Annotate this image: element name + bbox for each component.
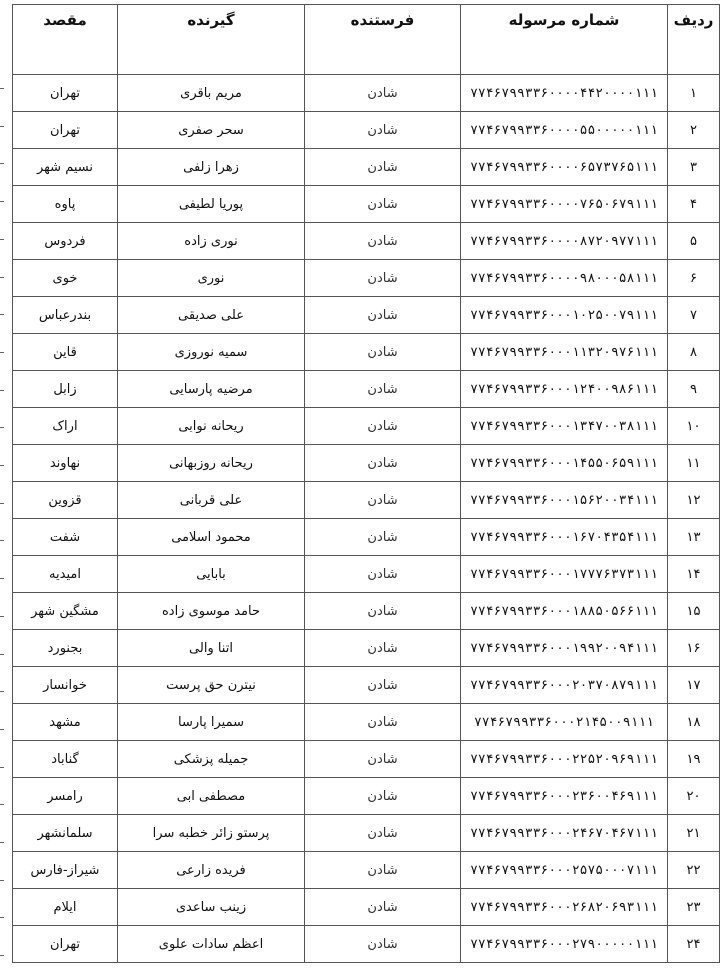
tracking-number-cell: ۷۷۴۶۷۹۹۳۳۶۰۰۰۰۷۶۵۰۶۷۹۱۱۱ [461,186,668,223]
tracking-number-cell: ۷۷۴۶۷۹۹۳۳۶۰۰۰۰۸۷۲۰۹۷۷۱۱۱ [461,223,668,260]
table-row [13,75,720,112]
tracking-number-cell: ۷۷۴۶۷۹۹۳۳۶۰۰۰۲۳۶۰۰۴۶۹۱۱۱ [461,778,668,815]
destination-cell: رامسر [13,778,118,815]
destination-cell: مشهد [13,704,118,741]
sender-cell: شادن [305,445,461,482]
tracking-number-cell: ۷۷۴۶۷۹۹۳۳۶۰۰۰۱۱۳۲۰۹۷۶۱۱۱ [461,334,668,371]
row-number-cell: ۸ [668,334,720,371]
edge-tick [0,163,4,164]
receiver-cell: پوریا لطیفی [118,186,305,223]
table-row [13,149,720,186]
destination-cell: پاوه [13,186,118,223]
sender-cell: شادن [305,371,461,408]
table-row [13,667,720,704]
header-sender: فرستنده [305,5,461,75]
sender-cell: شادن [305,519,461,556]
edge-tick [0,804,4,805]
table-row [13,297,720,334]
row-number-cell: ۱۱ [668,445,720,482]
sender-cell: شادن [305,926,461,963]
row-number-cell: ۵ [668,223,720,260]
destination-cell: اراک [13,408,118,445]
shipment-table [12,4,720,963]
edge-tick [0,126,4,127]
table-row [13,704,720,741]
sender-cell: شادن [305,112,461,149]
tracking-number-cell: ۷۷۴۶۷۹۹۳۳۶۰۰۰۲۰۳۷۰۸۷۹۱۱۱ [461,667,668,704]
sender-cell: شادن [305,741,461,778]
edge-tick [0,729,4,730]
row-number-cell: ۲۲ [668,852,720,889]
receiver-cell: زینب ساعدی [118,889,305,926]
sender-cell: شادن [305,334,461,371]
receiver-cell: ریحانه نوابی [118,408,305,445]
table-row [13,741,720,778]
tracking-number-cell: ۷۷۴۶۷۹۹۳۳۶۰۰۰۰۶۵۷۳۷۶۵۱۱۱ [461,149,668,186]
sender-cell: شادن [305,260,461,297]
tracking-number-cell: ۷۷۴۶۷۹۹۳۳۶۰۰۰۱۲۴۰۰۹۸۶۱۱۱ [461,371,668,408]
destination-cell: تهران [13,926,118,963]
tracking-number-cell: ۷۷۴۶۷۹۹۳۳۶۰۰۰۰۹۸۰۰۰۵۸۱۱۱ [461,260,668,297]
sender-cell: شادن [305,889,461,926]
table-row [13,815,720,852]
destination-cell: نسیم شهر [13,149,118,186]
tracking-number-cell: ۷۷۴۶۷۹۹۳۳۶۰۰۰۱۰۲۵۰۰۷۹۱۱۱ [461,297,668,334]
receiver-cell: مریم باقری [118,75,305,112]
row-number-cell: ۱۵ [668,593,720,630]
row-number-cell: ۱۰ [668,408,720,445]
tracking-number-cell: ۷۷۴۶۷۹۹۳۳۶۰۰۰۲۲۵۲۰۹۶۹۱۱۱ [461,741,668,778]
sender-cell: شادن [305,75,461,112]
table-row [13,519,720,556]
receiver-cell: نوری زاده [118,223,305,260]
edge-tick [0,842,4,843]
sender-cell: شادن [305,667,461,704]
left-edge-marks [0,0,12,979]
row-number-cell: ۱۲ [668,482,720,519]
row-number-cell: ۱۹ [668,741,720,778]
receiver-cell: اتنا والی [118,630,305,667]
table-row [13,556,720,593]
destination-cell: خوانسار [13,667,118,704]
tracking-number-cell: ۷۷۴۶۷۹۹۳۳۶۰۰۰۱۳۴۷۰۰۳۸۱۱۱ [461,408,668,445]
receiver-cell: سمیه نوروزی [118,334,305,371]
table-row [13,852,720,889]
row-number-cell: ۱۶ [668,630,720,667]
receiver-cell: پرستو زائر خطبه سرا [118,815,305,852]
receiver-cell: محمود اسلامی [118,519,305,556]
receiver-cell: زهرا زلفی [118,149,305,186]
tracking-number-cell: ۷۷۴۶۷۹۹۳۳۶۰۰۰۱۹۹۲۰۰۹۴۱۱۱ [461,630,668,667]
edge-tick [0,352,4,353]
table-header-row [13,5,720,75]
receiver-cell: ریحانه روزبهانی [118,445,305,482]
destination-cell: سلمانشهر [13,815,118,852]
edge-tick [0,540,4,541]
table-row [13,593,720,630]
receiver-cell: اعظم سادات علوی [118,926,305,963]
row-number-cell: ۱ [668,75,720,112]
table-row [13,926,720,963]
table-row [13,408,720,445]
edge-tick [0,917,4,918]
destination-cell: شفت [13,519,118,556]
tracking-number-cell: ۷۷۴۶۷۹۹۳۳۶۰۰۰۰۵۵۰۰۰۰۰۱۱۱ [461,112,668,149]
table-row [13,223,720,260]
edge-tick [0,390,4,391]
receiver-cell: نیترن حق پرست [118,667,305,704]
edge-tick [0,654,4,655]
row-number-cell: ۱۴ [668,556,720,593]
receiver-cell: فریده زارعی [118,852,305,889]
sender-cell: شادن [305,556,461,593]
tracking-number-cell: ۷۷۴۶۷۹۹۳۳۶۰۰۰۲۶۸۲۰۶۹۳۱۱۱ [461,889,668,926]
destination-cell: قاین [13,334,118,371]
receiver-cell: مرضیه پارسایی [118,371,305,408]
edge-tick [0,427,4,428]
row-number-cell: ۲۳ [668,889,720,926]
sender-cell: شادن [305,852,461,889]
tracking-number-cell: ۷۷۴۶۷۹۹۳۳۶۰۰۰۲۵۷۵۰۰۰۷۱۱۱ [461,852,668,889]
edge-tick [0,767,4,768]
tracking-number-cell: ۷۷۴۶۷۹۹۳۳۶۰۰۰۱۸۸۵۰۵۶۶۱۱۱ [461,593,668,630]
edge-tick [0,465,4,466]
destination-cell: فردوس [13,223,118,260]
tracking-number-cell: ۷۷۴۶۷۹۹۳۳۶۰۰۰۱۴۵۵۰۶۵۹۱۱۱ [461,445,668,482]
tracking-number-cell: ۷۷۴۶۷۹۹۳۳۶۰۰۰۱۶۷۰۴۳۵۴۱۱۱ [461,519,668,556]
header-receiver: گیرنده [118,5,305,75]
sender-cell: شادن [305,630,461,667]
receiver-cell: مصطفی ابی [118,778,305,815]
row-number-cell: ۹ [668,371,720,408]
sender-cell: شادن [305,704,461,741]
header-tracking-number: شماره مرسوله [461,5,668,75]
tracking-number-cell: ۷۷۴۶۷۹۹۳۳۶۰۰۰۲۱۴۵۰۰۹۱۱۱ [461,704,668,741]
receiver-cell: سحر صفری [118,112,305,149]
edge-tick [0,201,4,202]
receiver-cell: علی صدیقی [118,297,305,334]
row-number-cell: ۱۸ [668,704,720,741]
row-number-cell: ۶ [668,260,720,297]
sender-cell: شادن [305,778,461,815]
edge-tick [0,578,4,579]
header-destination: مقصد [13,5,118,75]
row-number-cell: ۳ [668,149,720,186]
sender-cell: شادن [305,408,461,445]
row-number-cell: ۲۴ [668,926,720,963]
receiver-cell: سمیرا پارسا [118,704,305,741]
destination-cell: خوی [13,260,118,297]
tracking-number-cell: ۷۷۴۶۷۹۹۳۳۶۰۰۰۱۵۶۲۰۰۳۴۱۱۱ [461,482,668,519]
receiver-cell: علی قربانی [118,482,305,519]
tracking-number-cell: ۷۷۴۶۷۹۹۳۳۶۰۰۰۰۴۴۲۰۰۰۰۱۱۱ [461,75,668,112]
destination-cell: امیدیه [13,556,118,593]
tracking-number-cell: ۷۷۴۶۷۹۹۳۳۶۰۰۰۲۴۶۷۰۴۶۷۱۱۱ [461,815,668,852]
destination-cell: بندرعباس [13,297,118,334]
row-number-cell: ۴ [668,186,720,223]
table-row [13,334,720,371]
table-row [13,778,720,815]
edge-tick [0,314,4,315]
destination-cell: مشگین شهر [13,593,118,630]
row-number-cell: ۲۱ [668,815,720,852]
destination-cell: تهران [13,112,118,149]
sender-cell: شادن [305,593,461,630]
sender-cell: شادن [305,297,461,334]
edge-tick [0,616,4,617]
destination-cell: گناباد [13,741,118,778]
row-number-cell: ۷ [668,297,720,334]
destination-cell: بجنورد [13,630,118,667]
row-number-cell: ۱۳ [668,519,720,556]
destination-cell: زابل [13,371,118,408]
receiver-cell: نوری [118,260,305,297]
sender-cell: شادن [305,223,461,260]
table-row [13,445,720,482]
edge-tick [0,955,4,956]
sender-cell: شادن [305,482,461,519]
table-row [13,482,720,519]
table-row [13,112,720,149]
receiver-cell: جمیله پزشکی [118,741,305,778]
receiver-cell: حامد موسوی زاده [118,593,305,630]
edge-tick [0,691,4,692]
destination-cell: تهران [13,75,118,112]
destination-cell: قزوین [13,482,118,519]
destination-cell: ایلام [13,889,118,926]
table-row [13,630,720,667]
sender-cell: شادن [305,186,461,223]
edge-tick [0,503,4,504]
edge-tick [0,239,4,240]
edge-tick [0,88,4,89]
tracking-number-cell: ۷۷۴۶۷۹۹۳۳۶۰۰۰۲۷۹۰۰۰۰۰۱۱۱ [461,926,668,963]
destination-cell: نهاوند [13,445,118,482]
receiver-cell: بابایی [118,556,305,593]
row-number-cell: ۲ [668,112,720,149]
table-row [13,371,720,408]
row-number-cell: ۱۷ [668,667,720,704]
table-row [13,186,720,223]
tracking-number-cell: ۷۷۴۶۷۹۹۳۳۶۰۰۰۱۷۷۷۶۳۷۳۱۱۱ [461,556,668,593]
destination-cell: شیراز-فارس [13,852,118,889]
edge-tick [0,880,4,881]
row-number-cell: ۲۰ [668,778,720,815]
sender-cell: شادن [305,815,461,852]
table-row [13,889,720,926]
header-row-number: ردیف [668,5,720,75]
edge-tick [0,277,4,278]
table-row [13,260,720,297]
sender-cell: شادن [305,149,461,186]
